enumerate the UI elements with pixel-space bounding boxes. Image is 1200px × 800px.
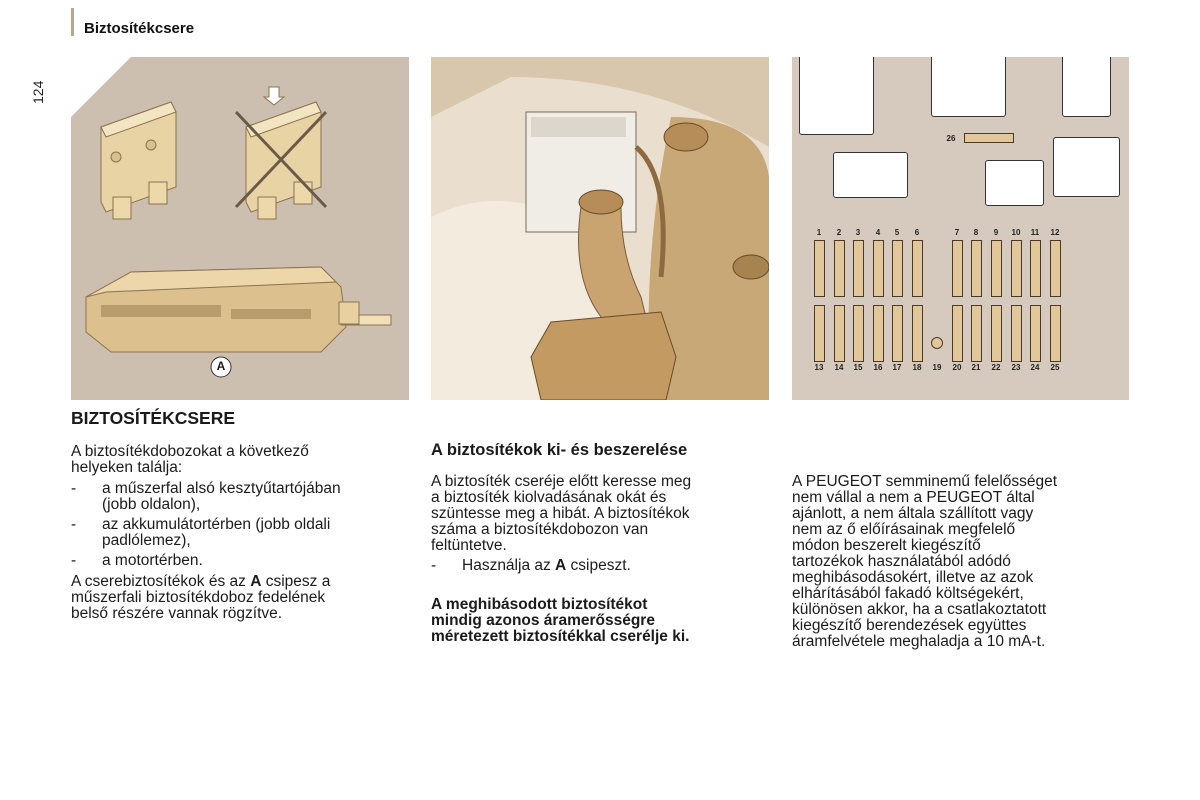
fuse-slot-26 — [964, 133, 1014, 143]
fuse-number-label: 21 — [971, 363, 981, 372]
list-item-1-line-1: a műszerfal alsó kesztyűtartójában — [102, 480, 341, 497]
page-number: 124 — [30, 80, 46, 104]
outro-line-3: belső részére vannak rögzítve. — [71, 605, 283, 622]
list-dash: - — [71, 516, 77, 533]
fuse-number-label: 11 — [1030, 228, 1040, 237]
right-column-line: különösen akkor, ha a csatlakoztatott — [792, 601, 1047, 618]
fuse-number-label: 12 — [1050, 228, 1060, 237]
middle-p1-line-3: szüntesse meg a hibát. A biztosítékok — [431, 505, 690, 522]
relay-slot — [1062, 57, 1111, 117]
fuse-number-label: 5 — [894, 228, 900, 237]
fuse-slot — [1011, 305, 1022, 362]
middle-p1-line-5: feltüntetve. — [431, 537, 507, 554]
fuse-slot — [834, 240, 845, 297]
fuse-number-label: 8 — [973, 228, 979, 237]
section-title: BIZTOSÍTÉKCSERE — [71, 408, 236, 428]
fuse-number-label: 1 — [816, 228, 822, 237]
fuse-slot — [912, 305, 923, 362]
fuse-slot — [834, 305, 845, 362]
right-column-line: nem vállal a nem a PEUGEOT által — [792, 489, 1035, 506]
fuse-slot — [991, 240, 1002, 297]
intro-line-1: A biztosítékdobozokat a következő — [71, 443, 309, 460]
fuse-illustration-svg — [71, 57, 409, 400]
list-dash: - — [431, 557, 437, 574]
fuse-number-label: 9 — [993, 228, 999, 237]
right-column-line: áramfelvétele meghaladja a 10 mA-t. — [792, 633, 1046, 650]
fuse-puller-point — [931, 337, 943, 349]
middle-section-title: A biztosítékok ki- és beszerelése — [431, 441, 688, 459]
fuse-slot — [1030, 305, 1041, 362]
list-item-2-line-2: padlólemez), — [102, 532, 191, 549]
fuse-number-label: 23 — [1011, 363, 1021, 372]
fuse-slot — [814, 305, 825, 362]
fuse-slot — [892, 305, 903, 362]
fuse-number-label: 7 — [954, 228, 960, 237]
fuse-slot — [971, 240, 982, 297]
relay-slot — [1053, 137, 1120, 197]
list-item-3: a motortérben. — [102, 552, 203, 569]
right-column-line: tartozékok használatából adódó — [792, 553, 1011, 570]
warning-line-3: méretezett biztosítékkal cserélje ki. — [431, 628, 690, 645]
fuse-slot — [952, 240, 963, 297]
fuse-slot — [1050, 240, 1061, 297]
fuse-number-label: 16 — [873, 363, 883, 372]
page-header-title: Biztosítékcsere — [84, 20, 195, 37]
outro-line-1: A cserebiztosítékok és az A csipesz a — [71, 573, 331, 590]
middle-p1-line-1: A biztosíték cseréje előtt keresse meg — [431, 473, 692, 490]
list-item-2-line-1: az akkumulátortérben (jobb oldali — [102, 516, 331, 533]
fuse-number-label: 13 — [814, 363, 824, 372]
fuse-number-label: 15 — [853, 363, 863, 372]
fuse-number-label: 14 — [834, 363, 844, 372]
warning-line-1: A meghibásodott biztosítékot — [431, 596, 648, 613]
fuse-number-top-label: 26 — [946, 134, 956, 143]
fuse-slot — [814, 240, 825, 297]
fuse-slot — [853, 305, 864, 362]
relay-slot — [931, 57, 1006, 117]
fuse-slot — [952, 305, 963, 362]
fuse-number-label: 22 — [991, 363, 1001, 372]
fuse-slot — [991, 305, 1002, 362]
fuse-slot — [853, 240, 864, 297]
fuse-number-label: 19 — [932, 363, 942, 372]
fuse-slot — [1011, 240, 1022, 297]
right-column-line: módon beszerelt kiegészítő — [792, 537, 981, 554]
fuse-slot — [1050, 305, 1061, 362]
fuse-slot — [892, 240, 903, 297]
engine-compartment-illustration — [431, 57, 769, 400]
engine-compartment-svg — [431, 57, 769, 400]
good-fuse-icon — [101, 102, 176, 219]
fuse-number-label: 18 — [912, 363, 922, 372]
header-accent-bar — [71, 8, 74, 36]
relay-slot — [985, 160, 1044, 206]
right-column-line: kiegészítő berendezések együttes — [792, 617, 1027, 634]
fuse-slot — [873, 305, 884, 362]
fuse-box-diagram — [792, 57, 1129, 400]
fuse-slot — [873, 240, 884, 297]
fuse-number-label: 2 — [836, 228, 842, 237]
relay-slot — [799, 57, 874, 135]
tool-label: A — [216, 359, 226, 373]
blown-fuse-icon — [236, 87, 326, 219]
middle-p1-line-4: száma a biztosítékdobozon van — [431, 521, 649, 538]
fuse-number-label: 24 — [1030, 363, 1040, 372]
fuse-number-label: 17 — [892, 363, 902, 372]
fuse-number-label: 4 — [875, 228, 881, 237]
right-column-line: nem az ő előírásainak megfelelő — [792, 521, 1016, 538]
middle-list-item: Használja az A csipeszt. — [462, 557, 631, 574]
relay-slot — [833, 152, 908, 198]
right-column-line: meghibásodásokért, illetve az azok — [792, 569, 1034, 586]
fuse-number-label: 10 — [1011, 228, 1021, 237]
fuse-number-label: 6 — [914, 228, 920, 237]
list-item-1-line-2: (jobb oldalon), — [102, 496, 201, 513]
warning-line-2: mindig azonos áramerősségre — [431, 612, 655, 629]
right-column-line: ajánlott, a nem általa szállított vagy — [792, 505, 1034, 522]
intro-line-2: helyeken találja: — [71, 459, 183, 476]
fuse-slot — [1030, 240, 1041, 297]
fuse-number-label: 25 — [1050, 363, 1060, 372]
fuse-number-label: 20 — [952, 363, 962, 372]
outro-line-2: műszerfali biztosítékdoboz fedelének — [71, 589, 326, 606]
middle-p1-line-2: a biztosíték kiolvadásának okát és — [431, 489, 667, 506]
fuse-slot — [971, 305, 982, 362]
fuse-and-clip-illustration — [71, 57, 409, 400]
fuse-clip-tool-icon — [86, 267, 391, 352]
fuse-slot — [912, 240, 923, 297]
list-dash: - — [71, 480, 77, 497]
right-column-line: A PEUGEOT semminemű felelősséget — [792, 473, 1058, 490]
list-dash: - — [71, 552, 77, 569]
fuse-number-label: 3 — [855, 228, 861, 237]
right-column-line: elhárításából fakadó költségekért, — [792, 585, 1024, 602]
